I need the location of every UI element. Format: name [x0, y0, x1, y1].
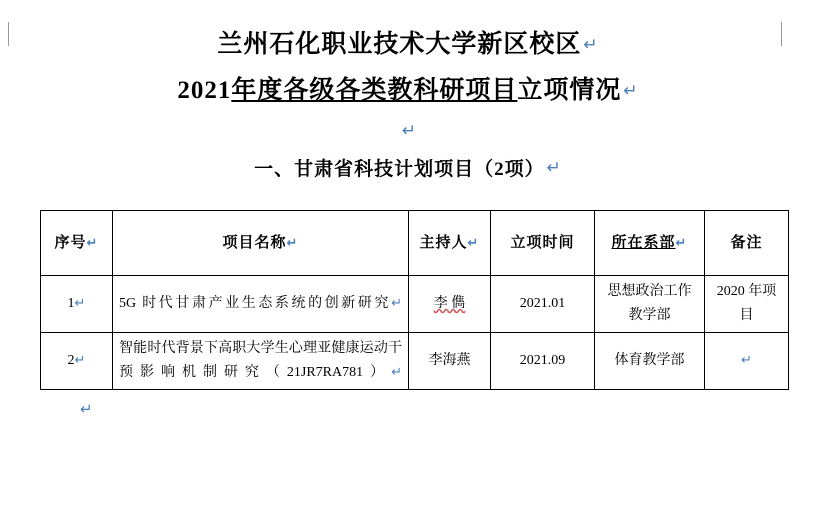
- column-header-host: [409, 211, 491, 276]
- document-page: [0, 22, 816, 512]
- document-title-line-2: [40, 68, 776, 114]
- end-paragraph-mark-icon: ↵: [80, 400, 93, 418]
- paragraph-mark-icon: ↵: [675, 235, 688, 251]
- paragraph-mark-icon: ↵: [286, 235, 299, 251]
- cell-host-value: 李 儁: [433, 296, 466, 311]
- project-table-wrapper: [40, 210, 776, 390]
- table-header-row: [41, 211, 789, 276]
- cell-project-name-value: 智能时代背景下高职大学生心理亚健康运动干预影响机制研究（21JR7RA781）: [119, 341, 402, 380]
- cell-department-value: 思想政治工作教学部: [607, 284, 692, 323]
- document-title-suffix: 立项情况: [517, 77, 622, 104]
- cell-note-value: ↵: [741, 353, 752, 368]
- cell-host: [409, 276, 491, 333]
- table-row: [41, 276, 789, 333]
- paragraph-mark-icon: ↵: [391, 296, 402, 311]
- column-header-no: [41, 211, 113, 276]
- paragraph-mark-icon: ↵: [391, 365, 402, 380]
- cell-date: [491, 276, 595, 333]
- column-header-project-name-label: 项目名称: [222, 234, 287, 251]
- cell-note: [705, 276, 789, 333]
- cell-department: [595, 333, 705, 390]
- column-header-note: [705, 211, 789, 276]
- column-header-note-label: 备注: [730, 235, 763, 251]
- cell-no-value: 2: [67, 353, 75, 368]
- column-header-date: [491, 211, 595, 276]
- cell-date-value: 2021.09: [519, 353, 566, 368]
- cell-project-name-value: 5G 时代甘肃产业生态系统的创新研究: [119, 296, 392, 311]
- paragraph-mark-icon: ↵: [467, 235, 480, 251]
- cell-department-value: 体育教学部: [614, 353, 685, 368]
- document-title-line-1: [40, 22, 776, 68]
- paragraph-mark-icon: ↵: [623, 81, 639, 101]
- cell-project-name: [113, 333, 409, 390]
- cell-host: [409, 333, 491, 390]
- cell-note-value: 2020 年项目: [716, 284, 777, 323]
- section-heading-text: 一、甘肃省科技计划项目（2项）: [254, 159, 545, 180]
- cell-project-name: [113, 276, 409, 333]
- paragraph-mark-icon: ↵: [546, 158, 562, 178]
- cell-note: [705, 333, 789, 390]
- column-header-host-label: 主持人: [419, 234, 468, 251]
- cell-no-value: 1: [67, 296, 75, 311]
- cell-no: [41, 333, 113, 390]
- column-header-department: [595, 211, 705, 276]
- paragraph-mark-icon: ↵: [86, 235, 99, 251]
- cell-department: [595, 276, 705, 333]
- column-header-project-name: [113, 211, 409, 276]
- document-title-block: [40, 22, 776, 114]
- paragraph-mark-icon: ↵: [74, 353, 86, 368]
- blank-paragraph: [40, 114, 776, 148]
- paragraph-mark-icon: ↵: [583, 35, 599, 55]
- paragraph-mark-icon: ↵: [74, 296, 86, 311]
- section-heading: [40, 152, 776, 186]
- cell-date-value: 2021.01: [519, 296, 566, 311]
- project-table: [40, 210, 789, 390]
- cell-no: [41, 276, 113, 333]
- column-header-department-label: 所在系部: [611, 234, 676, 251]
- document-title-year: 2021: [177, 77, 232, 104]
- cell-host-value: 李海燕: [428, 353, 471, 368]
- document-title-line-1-text: 兰州石化职业技术大学新区校区: [217, 31, 582, 58]
- column-header-no-label: 序号: [54, 234, 87, 251]
- cell-date: [491, 333, 595, 390]
- document-title-underlined-part: 年度各级各类教科研项目: [231, 77, 518, 104]
- column-header-date-label: 立项时间: [510, 235, 575, 251]
- paragraph-mark-icon: ↵: [401, 121, 417, 141]
- table-row: [41, 333, 789, 390]
